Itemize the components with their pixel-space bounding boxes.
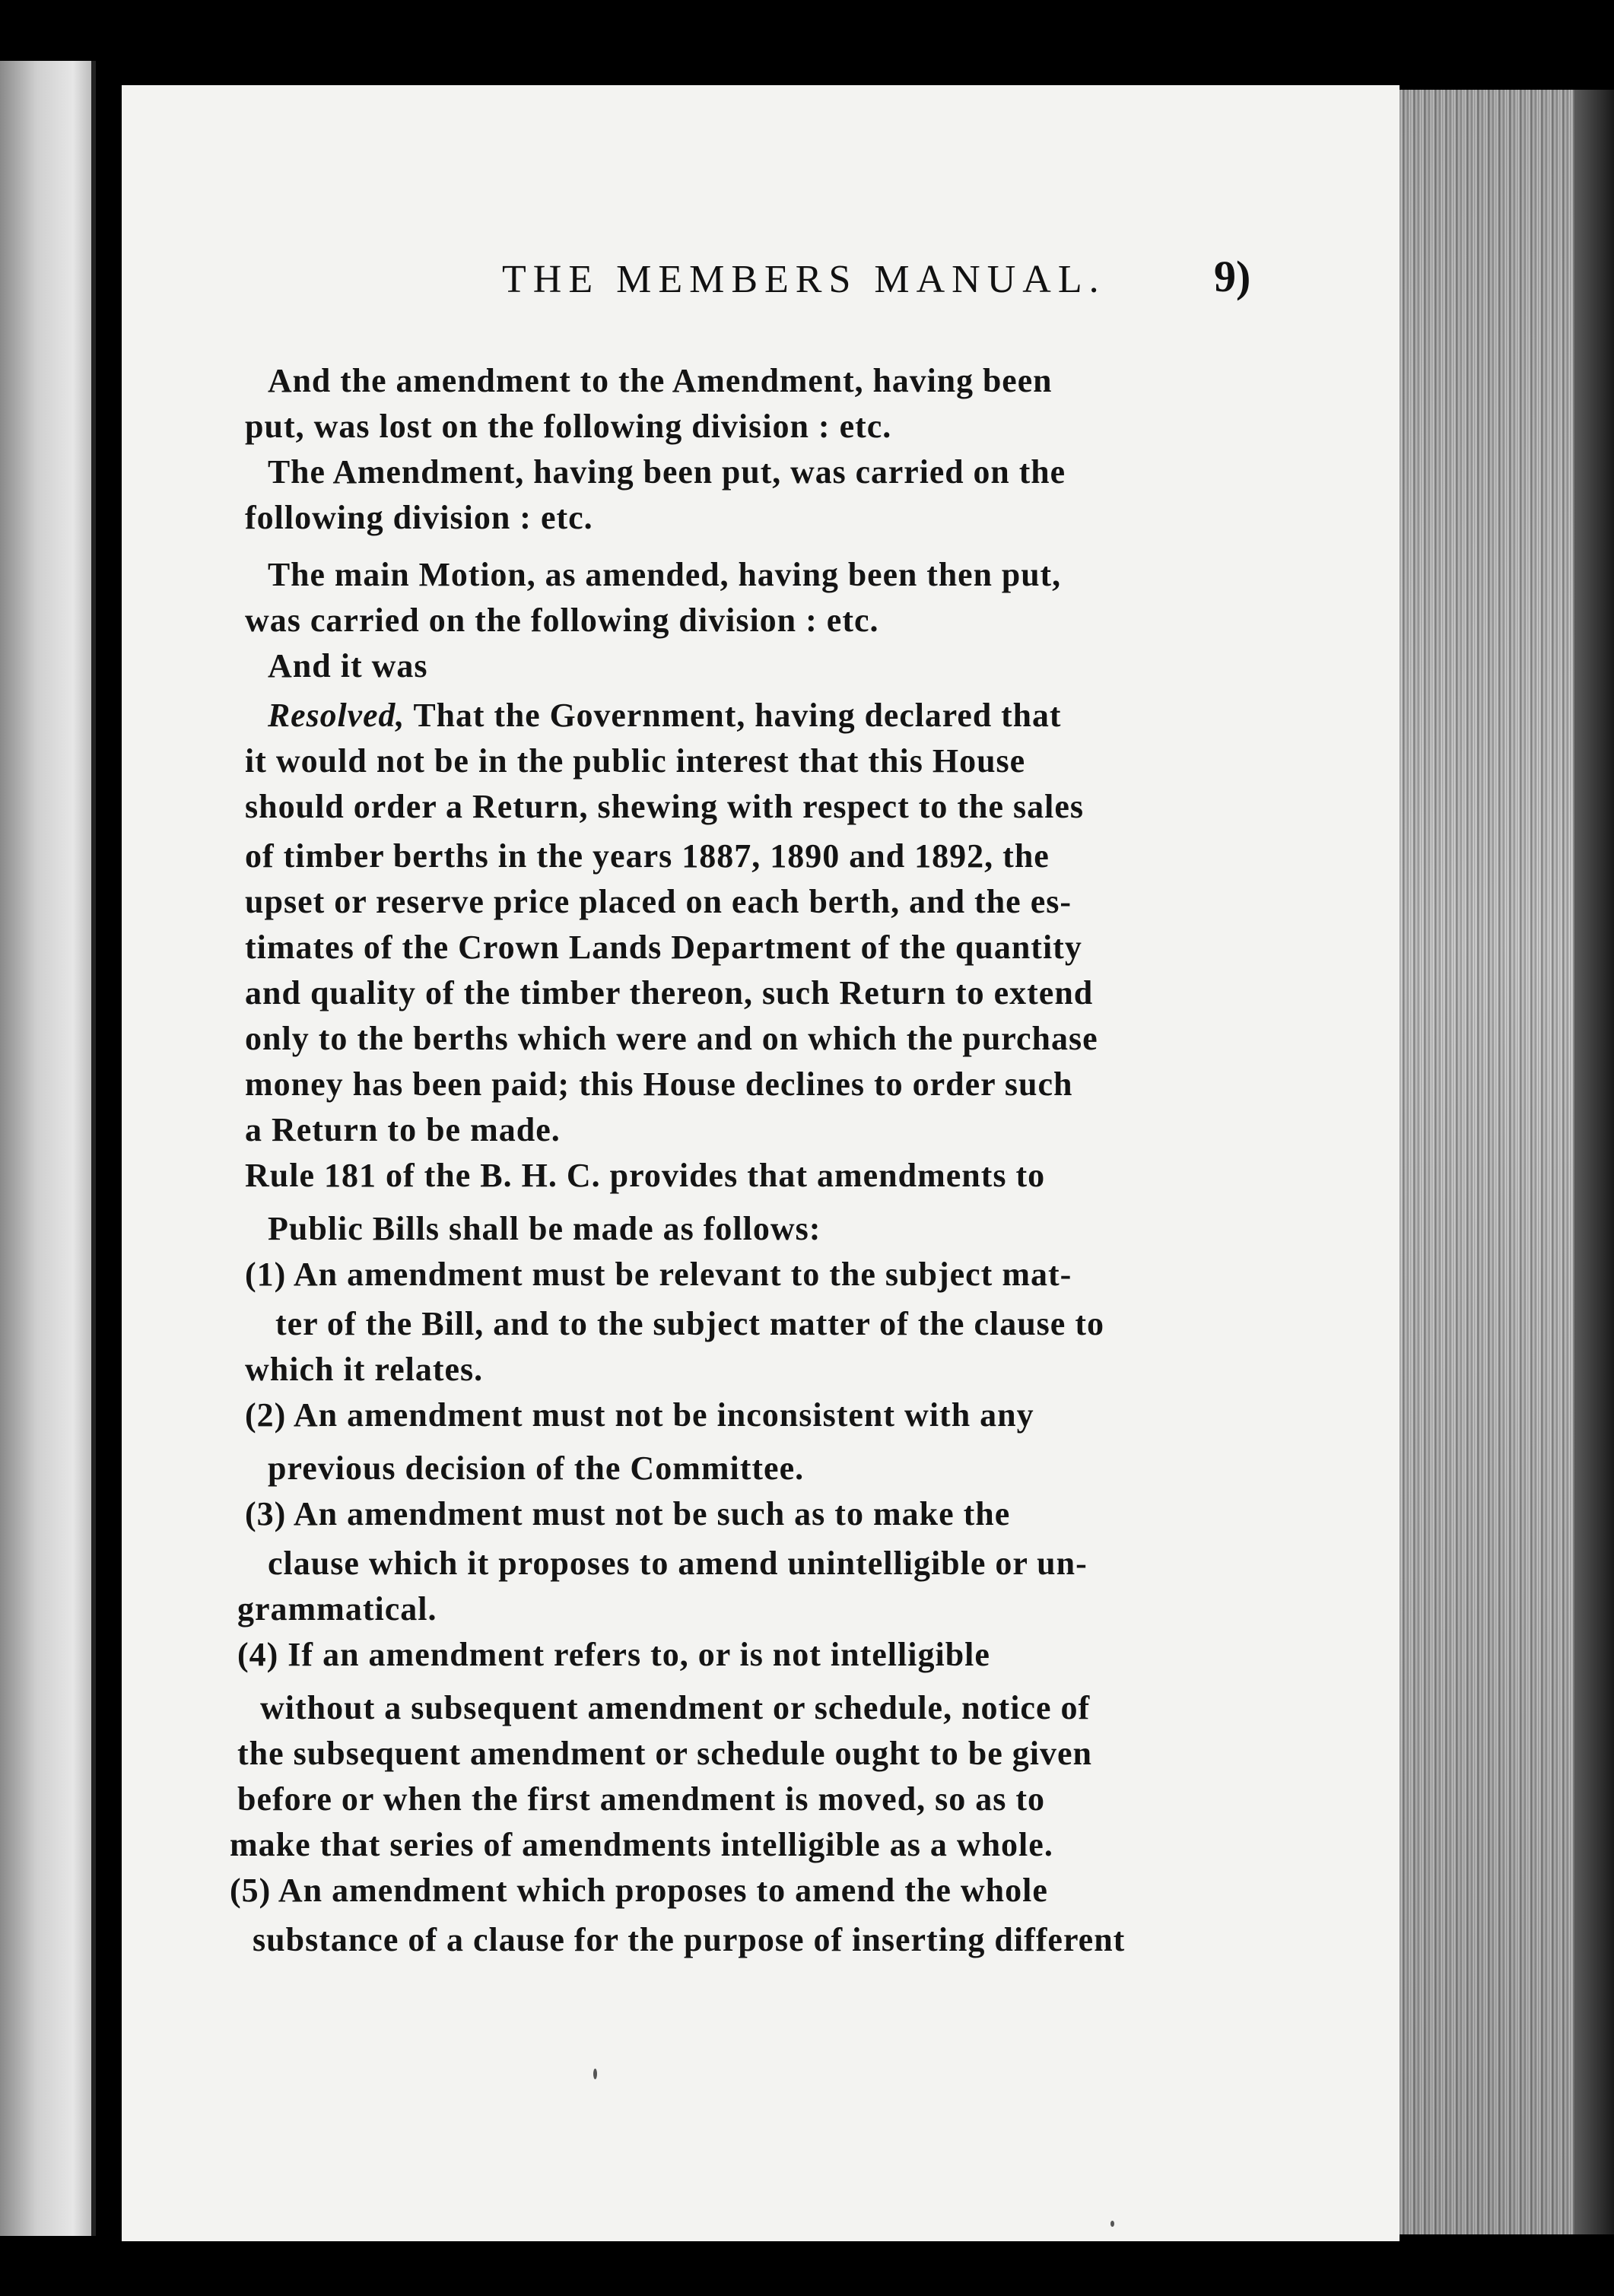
text-line: following division : etc. <box>245 499 593 536</box>
text-line: clause which it proposes to amend unintelligible or un- <box>268 1545 1088 1582</box>
text-line: was carried on the following division : etc. <box>245 602 879 639</box>
text-line: it would not be in the public interest that this House <box>245 742 1026 780</box>
text-line: previous decision of the Committee. <box>268 1450 805 1487</box>
text-line: substance of a clause for the purpose of inserting different <box>253 1921 1126 1958</box>
text-line: Public Bills shall be made as follows: <box>268 1210 821 1247</box>
text-line: make that series of amendments intelligible as a whole. <box>230 1826 1053 1863</box>
text-line: should order a Return, shewing with respect to the sales <box>245 788 1085 825</box>
text-line: a Return to be made. <box>245 1111 561 1148</box>
text-line: of timber berths in the years 1887, 1890 and 1892, the <box>245 837 1050 875</box>
text-line: The main Motion, as amended, having been then put, <box>268 556 1062 593</box>
scan-speck <box>593 2069 597 2079</box>
text-line: without a subsequent amendment or schedule, notice of <box>260 1689 1091 1726</box>
text-line: ter of the Bill, and to the subject matter of the clause to <box>275 1305 1104 1342</box>
text-line: timates of the Crown Lands Department of the quantity <box>245 929 1082 966</box>
text-line: only to the berths which were and on which the purchase <box>245 1020 1098 1057</box>
text-line: upset or reserve price placed on each berth, and the es- <box>245 883 1072 920</box>
text-line: (1) An amendment must be relevant to the subject mat- <box>245 1256 1072 1293</box>
text-line: the subsequent amendment or schedule ought to be given <box>237 1735 1092 1772</box>
text-line: money has been paid; this House declines to order such <box>245 1065 1073 1103</box>
resolved-word: Resolved, <box>268 697 405 734</box>
text-line: Rule 181 of the B. H. C. provides that amendments to <box>245 1157 1046 1194</box>
text-line: And the amendment to the Amendment, having been <box>268 362 1053 399</box>
text-line: (3) An amendment must not be such as to make the <box>245 1495 1011 1532</box>
text-line: The Amendment, having been put, was carried on the <box>268 453 1066 491</box>
resolved-rest: That the Government, having declared that <box>405 697 1062 734</box>
running-header: THE MEMBERS MANUAL. <box>502 258 1106 301</box>
scan-speck <box>1110 2221 1114 2227</box>
text-line: (5) An amendment which proposes to amend the whole <box>230 1872 1048 1909</box>
page-stack-edge <box>1400 90 1574 2234</box>
facing-page-edge <box>0 61 96 2236</box>
text-line: before or when the first amendment is moved, so as to <box>237 1780 1046 1818</box>
book-spine-shadow <box>1574 90 1614 2234</box>
text-line: put, was lost on the following division : etc. <box>245 408 892 445</box>
text-line: And it was <box>268 647 428 684</box>
resolved-line <box>268 696 1251 735</box>
text-line: (4) If an amendment refers to, or is not intelligible <box>237 1636 990 1673</box>
text-line: and quality of the timber thereon, such Return to extend <box>245 974 1094 1011</box>
text-line: (2) An amendment must not be inconsistent with any <box>245 1396 1034 1434</box>
text-line: grammatical. <box>237 1590 437 1628</box>
text-line: which it relates. <box>245 1351 484 1388</box>
page-number: 9) <box>1214 252 1251 301</box>
